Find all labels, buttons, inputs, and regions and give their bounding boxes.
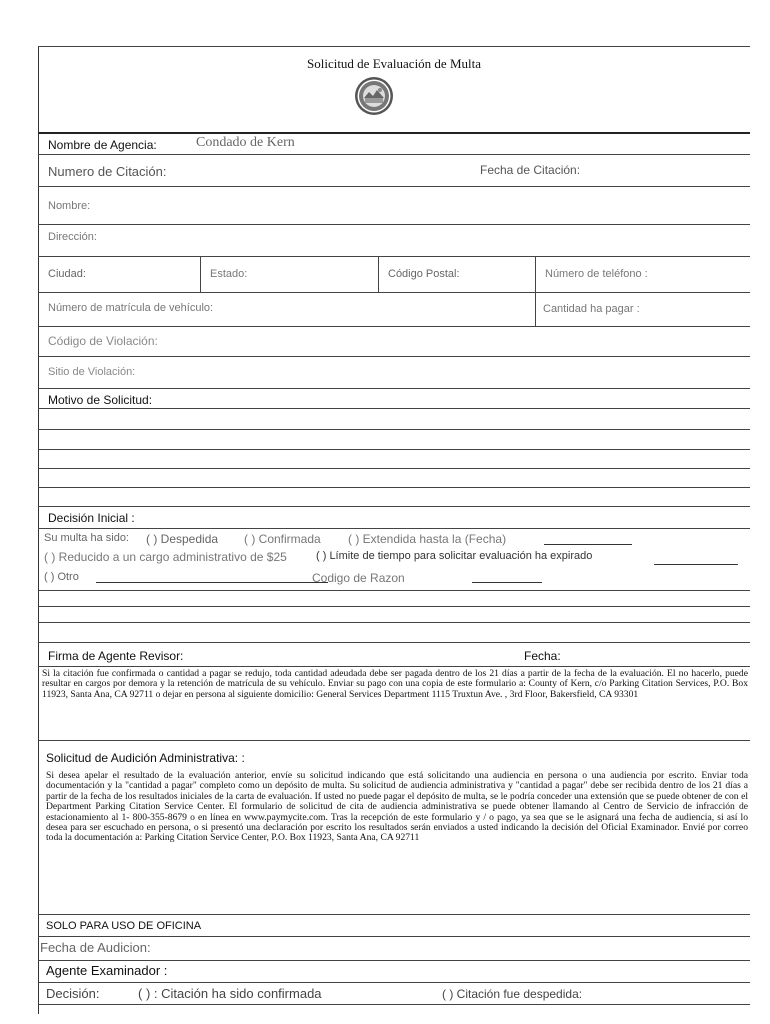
divider <box>38 642 750 643</box>
phone-label: Número de teléfono : <box>545 268 648 280</box>
extended-date-line <box>544 544 632 545</box>
office-decision-label: Decisión: <box>46 986 100 1001</box>
examiner-label: Agente Examinador : <box>46 963 168 978</box>
signature-date-label: Fecha: <box>524 649 561 663</box>
form-left-border <box>38 46 39 1014</box>
divider <box>38 622 750 623</box>
divider <box>38 408 750 409</box>
divider <box>378 256 379 292</box>
city-label: Ciudad: <box>48 268 86 280</box>
divider <box>38 388 750 389</box>
reason-code-label: Codigo de Razon <box>312 571 405 585</box>
divider <box>38 606 750 607</box>
divider <box>38 468 750 469</box>
citation-date-label: Fecha de Citación: <box>480 163 581 177</box>
divider <box>535 292 536 326</box>
divider <box>38 186 750 187</box>
address-label: Dirección: <box>48 231 97 243</box>
divider <box>535 256 536 292</box>
divider <box>38 429 750 430</box>
time-limit-line <box>654 564 738 565</box>
admin-hearing-title: Solicitud de Audición Administrativa: : <box>46 751 245 765</box>
divider <box>38 154 750 155</box>
evaluation-request-form <box>38 46 750 1014</box>
payment-notice: Si la citación fue confirmada o cantidad a pagar se redujo, toda cantidad adeudada debe ser pagada dentro de los 21 días a partir de la fecha de la evaluación. El no hacerlo, puede resultar en cargos por demora y la retención de matrícula de su vehículo. Enviar su pago con una copia de este formulario a: County of Kern, c/o Parking Citation Services, P.O. Box 11923, Santa Ana, CA 92711 o dejar en persona al siguiente domicilio: General Services Department 1115 Truxtun Ave. , 3rd Floor, Bakersfield, CA 93301 <box>42 668 748 700</box>
reason-code-line <box>472 582 542 583</box>
name-label: Nombre: <box>48 200 91 212</box>
divider <box>38 960 750 961</box>
citation-number-label: Numero de Citación: <box>48 164 167 179</box>
agency-value: Condado de Kern <box>196 135 295 150</box>
reason-label: Motivo de Solicitud: <box>48 393 153 407</box>
zip-label: Código Postal: <box>388 268 460 280</box>
divider <box>38 936 750 937</box>
fine-label: Su multa ha sido: <box>44 532 129 544</box>
divider <box>38 666 750 667</box>
agent-signature-label: Firma de Agente Revisor: <box>48 649 184 663</box>
divider <box>38 740 750 741</box>
divider <box>38 292 750 293</box>
divider <box>38 46 750 47</box>
citation-dismissed-option[interactable]: ( ) Citación fue despedida: <box>442 987 583 1001</box>
violation-code-label: Código de Violación: <box>48 334 158 348</box>
option-dismissed[interactable]: ( ) Despedida <box>146 532 219 546</box>
divider <box>38 356 750 357</box>
divider <box>38 449 750 450</box>
divider <box>38 982 750 983</box>
admin-hearing-text: Si desea apelar el resultado de la evaluación anterior, envíe su solicitud indicando que está solicitando una audiencia en persona o una audiencia por escrito. Enviar toda documentación y la "cantidad a pagar" completo como un depósito de multa. Su solicitud de audiencia administrativa y "cantidad a pagar" debe ser recibida dentro de los 21 días a partir de la fecha de los resultados iniciales de la carta de evaluación. If usted no puede pagar el depósito de multa, se le podría conceder una extensión que se puede obtener de con el Department Parking Citation Service Center. El formulario de solicitud de cita de audiencia administrativa se puede obtener llamando al Centro de Servicio de infracción de estacionamiento al 1- 800-355-8679 o en línea en www.paymycite.com. Tras la recepción de este formulario y / o pago, ya sea que se le asignará una fecha de audiencia, si así lo desea para ser escuchado en persona, o si presentó una declaración por escrito los resultados serán enviados a usted indicando la decisión del Oficial Examinador. Envié por correo toda la documentación a: Parking Citation Service Center, P.O. Box 11923, Santa Ana, CA 92711 <box>46 770 748 844</box>
state-label: Estado: <box>210 268 248 280</box>
citation-confirmed-option[interactable]: ( ) : Citación ha sido confirmada <box>138 986 322 1001</box>
divider <box>38 256 750 257</box>
divider <box>38 506 750 507</box>
option-other[interactable]: ( ) Otro <box>44 571 79 583</box>
divider <box>38 224 750 225</box>
county-of-kern-seal-icon <box>354 76 394 116</box>
option-extended[interactable]: ( ) Extendida hasta la (Fecha) <box>348 532 507 546</box>
divider <box>38 326 750 327</box>
divider <box>38 132 750 134</box>
violation-site-label: Sitio de Violación: <box>48 366 136 378</box>
form-title: Solicitud de Evaluación de Multa <box>306 56 481 71</box>
divider <box>38 487 750 488</box>
divider <box>38 1004 750 1005</box>
option-reduced[interactable]: ( ) Reducido a un cargo administrativo de $25 <box>44 550 287 564</box>
divider <box>38 590 750 591</box>
agency-label: Nombre de Agencia: <box>48 138 157 152</box>
divider <box>38 914 750 915</box>
option-time-limit[interactable]: ( ) Límite de tiempo para solicitar evaluación ha expirado <box>316 550 593 562</box>
plate-label: Número de matrícula de vehículo: <box>48 302 214 314</box>
amount-label: Cantidad ha pagar : <box>543 303 640 315</box>
divider <box>200 256 201 292</box>
other-line <box>96 582 328 583</box>
decision-title: Decisión Inicial : <box>48 511 135 525</box>
office-use-title: SOLO PARA USO DE OFICINA <box>46 920 202 932</box>
hearing-date-label: Fecha de Audicion: <box>40 940 151 955</box>
option-confirmed[interactable]: ( ) Confirmada <box>244 532 321 546</box>
divider <box>38 528 750 529</box>
